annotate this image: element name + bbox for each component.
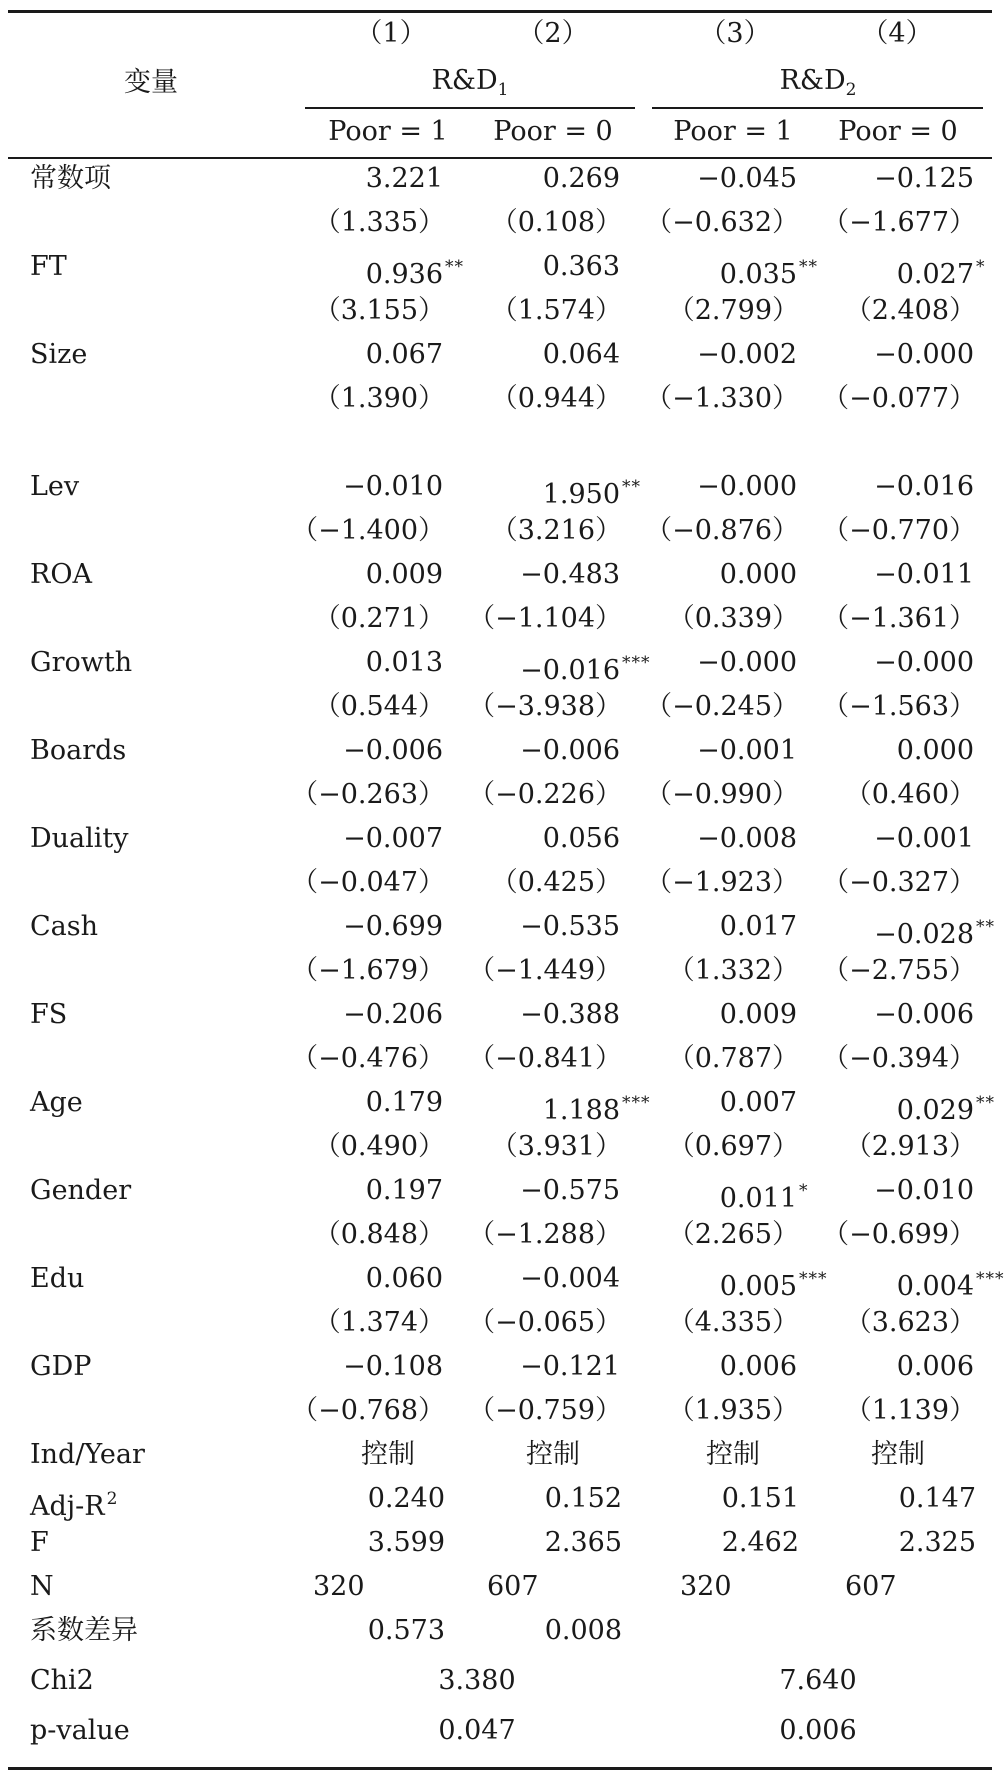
t-stat-cell: （−0.768） xyxy=(291,1395,445,1426)
t-stat-cell: （0.425） xyxy=(490,867,622,898)
top-rule xyxy=(8,10,992,13)
t-stat-cell: （3.155） xyxy=(313,295,445,326)
t-stat-cell: （−0.841） xyxy=(468,1043,622,1074)
t-stat-cell: （−0.476） xyxy=(291,1043,445,1074)
coef-cell xyxy=(543,338,622,372)
n-cell: 607 xyxy=(845,1571,897,1602)
t-stat-cell: （−2.755） xyxy=(822,955,976,986)
coef-value: 0.011 xyxy=(719,1183,797,1214)
t-stat-cell: （3.216） xyxy=(490,515,622,546)
coef-value: 0.064 xyxy=(542,339,620,370)
coef-cell: 0.011 * xyxy=(719,1181,809,1214)
t-stat-cell: （0.271） xyxy=(313,603,445,634)
t-stat-cell: （−0.077） xyxy=(822,383,976,414)
coef-value: 0.006 xyxy=(896,1351,974,1382)
row-label: Cash xyxy=(30,911,99,942)
t-stat-cell: （−0.632） xyxy=(645,207,799,238)
t-stat-cell: （0.787） xyxy=(667,1043,799,1074)
t-stat-cell: （0.544） xyxy=(313,691,445,722)
t-stat-cell: （0.108） xyxy=(490,207,622,238)
coef-cell xyxy=(697,734,799,768)
p-value-cell: 0.006 xyxy=(779,1715,857,1746)
row-label: FT xyxy=(30,251,67,282)
t-stat-cell: （−0.770） xyxy=(822,515,976,546)
row-label: N xyxy=(30,1571,54,1602)
t-stat-cell: （3.623） xyxy=(844,1307,976,1338)
coef-cell xyxy=(697,470,799,504)
t-stat-cell: （−0.327） xyxy=(822,867,976,898)
coef-cell: 1.188 *** xyxy=(542,1093,651,1126)
coef-cell xyxy=(874,646,976,680)
coef-value: 0.000 xyxy=(719,559,797,590)
coef-value: 0.007 xyxy=(719,1087,797,1118)
coef-cell xyxy=(720,998,799,1032)
col-num-3: （3） xyxy=(699,18,771,49)
t-stat-cell: （−1.449） xyxy=(468,955,622,986)
coef-value: 0.056 xyxy=(542,823,620,854)
chi2-cell: 7.640 xyxy=(779,1665,857,1696)
chi2-cell: 3.380 xyxy=(438,1665,516,1696)
control-cell: 控制 xyxy=(871,1439,925,1470)
coef-cell xyxy=(697,646,799,680)
row-label xyxy=(30,1482,118,1524)
coef-value: 0.936 xyxy=(365,259,443,290)
coef-value: 0.004 xyxy=(896,1271,974,1302)
t-stat-cell: （2.913） xyxy=(844,1131,976,1162)
coef-cell xyxy=(343,910,445,944)
t-stat-cell: （0.848） xyxy=(313,1219,445,1250)
t-stat-cell: （1.332） xyxy=(667,955,799,986)
coef-cell xyxy=(343,734,445,768)
coef-cell xyxy=(343,470,445,504)
coef-value: −0.007 xyxy=(343,823,443,854)
coef-value: 0.060 xyxy=(365,1263,443,1294)
variable-header: 变量 xyxy=(124,67,178,98)
coef-cell xyxy=(720,1086,799,1120)
t-stat-cell: （−0.263） xyxy=(291,779,445,810)
adj-r2-label: Adj-R xyxy=(30,1491,105,1522)
coef-cell xyxy=(520,1262,622,1296)
coef-cell xyxy=(343,1350,445,1384)
coef-cell xyxy=(343,998,445,1032)
coef-cell xyxy=(874,998,976,1032)
row-label: Growth xyxy=(30,647,133,678)
row-label: 常数项 xyxy=(30,163,111,194)
coef-cell xyxy=(697,822,799,856)
coef-cell xyxy=(543,250,622,284)
row-label: Chi2 xyxy=(30,1665,94,1696)
coef-cell xyxy=(520,1350,622,1384)
coef-cell xyxy=(874,822,976,856)
t-stat-cell: （−0.226） xyxy=(468,779,622,810)
coef-cell xyxy=(520,558,622,592)
row-label: Lev xyxy=(30,471,80,502)
coef-cell xyxy=(366,1086,445,1120)
coef-cell xyxy=(366,646,445,680)
control-cell: 控制 xyxy=(706,1439,760,1470)
coef-cell xyxy=(366,558,445,592)
coef-cell: 0.027 * xyxy=(896,257,986,290)
coef-value: −0.008 xyxy=(697,823,797,854)
row-label: 系数差异 xyxy=(30,1615,138,1646)
coef-value: 1.188 xyxy=(542,1095,620,1126)
coef-cell: −0.016 *** xyxy=(520,653,651,686)
coef-cell: 0.004 *** xyxy=(896,1269,1005,1302)
t-stat-cell: （0.944） xyxy=(490,383,622,414)
coef-cell xyxy=(720,558,799,592)
coef-cell xyxy=(874,470,976,504)
t-stat-cell: （−1.104） xyxy=(468,603,622,634)
t-stat-cell: （4.335） xyxy=(667,1307,799,1338)
coef-value: −0.575 xyxy=(520,1175,620,1206)
coef-cell xyxy=(366,1174,445,1208)
row-label: FS xyxy=(30,999,68,1030)
coef-value: −0.006 xyxy=(343,735,443,766)
group-header-rd2: $R\&D_2$ xyxy=(779,65,857,100)
coef-value: −0.011 xyxy=(874,559,974,590)
t-stat-cell: （−1.679） xyxy=(291,955,445,986)
coef-value: 0.197 xyxy=(365,1175,443,1206)
poor-header-1: Poor = 1 xyxy=(328,116,448,147)
row-label: Age xyxy=(30,1087,83,1118)
coef-value: −0.000 xyxy=(697,471,797,502)
coef-value: −0.016 xyxy=(874,471,974,502)
t-stat-cell: （−1.400） xyxy=(291,515,445,546)
coef-value: 0.179 xyxy=(365,1087,443,1118)
coef-cell xyxy=(874,338,976,372)
coef-value: −0.016 xyxy=(520,655,620,686)
t-stat-cell: （−0.990） xyxy=(645,779,799,810)
header-rule xyxy=(8,157,992,159)
t-stat-cell: （1.139） xyxy=(844,1395,976,1426)
n-cell: 607 xyxy=(487,1571,539,1602)
col-num-2: （2） xyxy=(517,18,589,49)
t-stat-cell: （−1.563） xyxy=(822,691,976,722)
coef-cell xyxy=(720,910,799,944)
t-stat-cell: （0.697） xyxy=(667,1131,799,1162)
coef-cell: 0.936 ** xyxy=(365,257,464,290)
coef-value: −0.001 xyxy=(697,735,797,766)
coef-cell: 1.950 ** xyxy=(542,477,641,510)
group2-rule xyxy=(652,107,983,109)
coef-value: 0.017 xyxy=(719,911,797,942)
t-stat-cell: （1.374） xyxy=(313,1307,445,1338)
poor-header-3: Poor = 1 xyxy=(673,116,793,147)
coef-value: 0.027 xyxy=(896,259,974,290)
coef-value: −0.045 xyxy=(697,163,797,194)
coef-value: −0.535 xyxy=(520,911,620,942)
coef-value: −0.006 xyxy=(874,999,974,1030)
coef-cell: 0.029 ** xyxy=(896,1093,995,1126)
t-stat-cell: （−1.288） xyxy=(468,1219,622,1250)
row-label: Size xyxy=(30,339,88,370)
t-stat-cell: （−0.047） xyxy=(291,867,445,898)
t-stat-cell: （0.490） xyxy=(313,1131,445,1162)
t-stat-cell: （−0.759） xyxy=(468,1395,622,1426)
coef-value: −0.206 xyxy=(343,999,443,1030)
coef-cell xyxy=(720,1350,799,1384)
t-stat-cell: （0.339） xyxy=(667,603,799,634)
coef-value: −0.000 xyxy=(697,647,797,678)
coef-value: −0.010 xyxy=(874,1175,974,1206)
coef-value: 0.009 xyxy=(365,559,443,590)
row-label: F xyxy=(30,1527,49,1558)
coef-diff-cell: 0.008 xyxy=(544,1615,622,1646)
coef-value: −0.108 xyxy=(343,1351,443,1382)
coef-value: 0.013 xyxy=(365,647,443,678)
poor-header-2: Poor = 0 xyxy=(493,116,613,147)
coef-value: −0.006 xyxy=(520,735,620,766)
coef-cell xyxy=(520,1174,622,1208)
group1-rule xyxy=(305,107,635,109)
coef-value: 0.005 xyxy=(719,1271,797,1302)
row-label: GDP xyxy=(30,1351,92,1382)
p-value-cell: 0.047 xyxy=(438,1715,516,1746)
adj-r2-cell: 0.240 xyxy=(367,1483,445,1514)
t-stat-cell: （−0.394） xyxy=(822,1043,976,1074)
f-cell: 2.365 xyxy=(544,1527,622,1558)
control-cell: 控制 xyxy=(361,1439,415,1470)
bottom-rule xyxy=(8,1767,992,1770)
coef-value: 3.221 xyxy=(365,163,443,194)
coef-cell xyxy=(543,162,622,196)
coef-value: −0.121 xyxy=(520,1351,620,1382)
coef-value: 0.029 xyxy=(896,1095,974,1126)
coef-cell: 0.035 ** xyxy=(719,257,818,290)
t-stat-cell: （1.574） xyxy=(490,295,622,326)
col-num-1: （1） xyxy=(355,18,427,49)
adj-r2-cell: 0.147 xyxy=(898,1483,976,1514)
t-stat-cell: （−0.065） xyxy=(468,1307,622,1338)
t-stat-cell: （−3.938） xyxy=(468,691,622,722)
coef-cell xyxy=(366,338,445,372)
coef-value: 0.363 xyxy=(542,251,620,282)
coef-value: −0.001 xyxy=(874,823,974,854)
coef-value: −0.125 xyxy=(874,163,974,194)
coef-value: −0.000 xyxy=(874,647,974,678)
coef-cell xyxy=(874,162,976,196)
coef-cell xyxy=(874,1174,976,1208)
coef-cell xyxy=(874,558,976,592)
coef-cell: −0.028 ** xyxy=(874,917,995,950)
row-label: p-value xyxy=(30,1715,130,1746)
coef-value: 0.009 xyxy=(719,999,797,1030)
n-cell: 320 xyxy=(680,1571,732,1602)
coef-cell xyxy=(520,998,622,1032)
coef-diff-cell: 0.573 xyxy=(367,1615,445,1646)
coef-value: −0.004 xyxy=(520,1263,620,1294)
t-stat-cell: （1.390） xyxy=(313,383,445,414)
t-stat-cell: （−1.677） xyxy=(822,207,976,238)
coef-cell xyxy=(366,1262,445,1296)
t-stat-cell: （2.265） xyxy=(667,1219,799,1250)
row-label: ROA xyxy=(30,559,92,590)
coef-value: −0.699 xyxy=(343,911,443,942)
coef-value: −0.010 xyxy=(343,471,443,502)
coef-value: −0.002 xyxy=(697,339,797,370)
t-stat-cell: （−0.699） xyxy=(822,1219,976,1250)
control-cell: 控制 xyxy=(526,1439,580,1470)
t-stat-cell: （−0.245） xyxy=(645,691,799,722)
coef-cell xyxy=(543,822,622,856)
coef-value: 0.000 xyxy=(896,735,974,766)
coef-value: −0.000 xyxy=(874,339,974,370)
t-stat-cell: （3.931） xyxy=(490,1131,622,1162)
coef-value: −0.388 xyxy=(520,999,620,1030)
row-label: Gender xyxy=(30,1175,132,1206)
coef-cell xyxy=(343,822,445,856)
col-num-4: （4） xyxy=(861,18,933,49)
coef-cell xyxy=(697,162,799,196)
row-label: Boards xyxy=(30,735,127,766)
coef-cell xyxy=(897,1350,976,1384)
coef-value: 0.035 xyxy=(719,259,797,290)
coef-value: 0.067 xyxy=(365,339,443,370)
row-label: Edu xyxy=(30,1263,85,1294)
adj-r2-cell: 0.152 xyxy=(544,1483,622,1514)
row-label: Duality xyxy=(30,823,129,854)
coef-cell: 0.005 *** xyxy=(719,1269,828,1302)
n-cell: 320 xyxy=(313,1571,365,1602)
coef-value: −0.483 xyxy=(520,559,620,590)
adj-r2-cell: 0.151 xyxy=(721,1483,799,1514)
coef-cell xyxy=(520,734,622,768)
t-stat-cell: （−1.361） xyxy=(822,603,976,634)
f-cell: 2.325 xyxy=(898,1527,976,1558)
f-cell: 2.462 xyxy=(721,1527,799,1558)
coef-cell xyxy=(520,910,622,944)
coef-value: 1.950 xyxy=(542,479,620,510)
coef-cell xyxy=(897,734,976,768)
t-stat-cell: （2.408） xyxy=(844,295,976,326)
row-label: Ind/Year xyxy=(30,1439,145,1470)
poor-header-4: Poor = 0 xyxy=(838,116,958,147)
t-stat-cell: （−1.330） xyxy=(645,383,799,414)
coef-value: −0.028 xyxy=(874,919,974,950)
coef-value: 0.269 xyxy=(542,163,620,194)
coef-cell xyxy=(366,162,445,196)
t-stat-cell: （2.799） xyxy=(667,295,799,326)
adj-r2-sup: 2 xyxy=(106,1489,119,1509)
coef-cell xyxy=(697,338,799,372)
f-cell: 3.599 xyxy=(367,1527,445,1558)
t-stat-cell: （−1.923） xyxy=(645,867,799,898)
t-stat-cell: （1.935） xyxy=(667,1395,799,1426)
group-header-rd1: $R\&D_1$ xyxy=(431,65,509,100)
coef-value: 0.006 xyxy=(719,1351,797,1382)
t-stat-cell: （1.335） xyxy=(313,207,445,238)
t-stat-cell: （−0.876） xyxy=(645,515,799,546)
t-stat-cell: （0.460） xyxy=(844,779,976,810)
